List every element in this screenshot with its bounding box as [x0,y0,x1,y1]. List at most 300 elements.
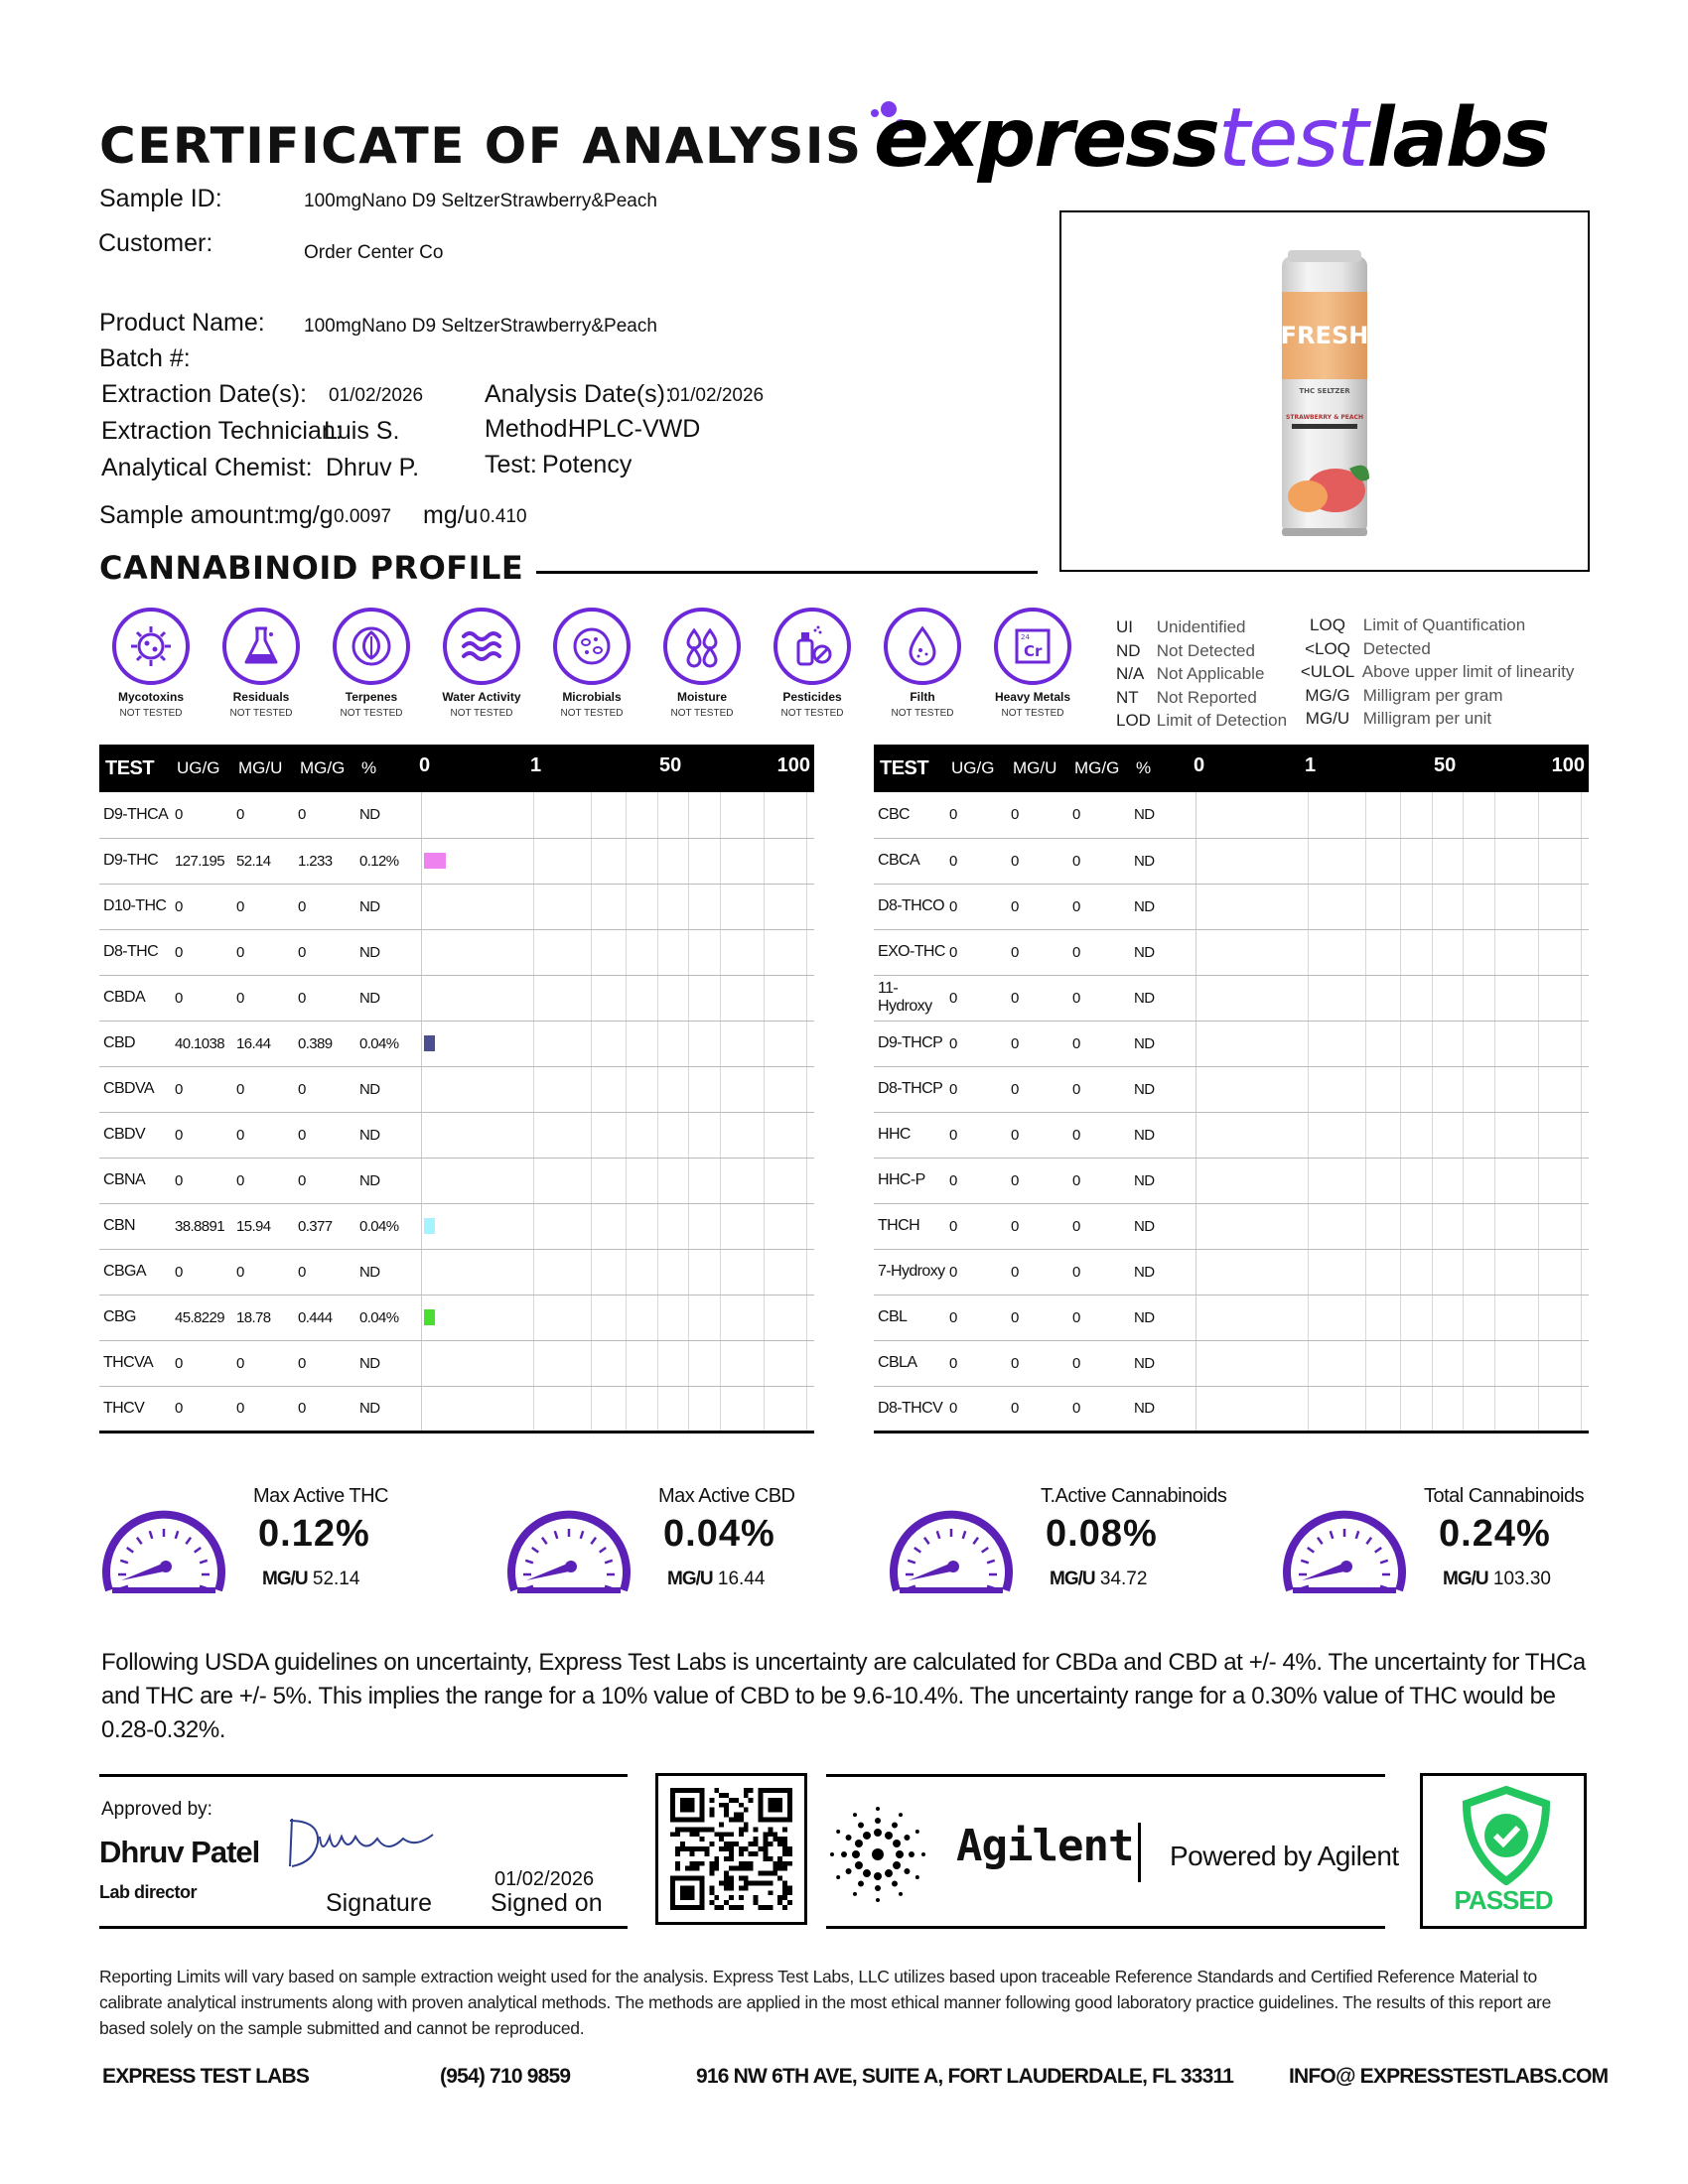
technician-label: Extraction Technician: [101,417,343,445]
cell-ugg: 0 [171,1249,232,1295]
signature-label: Signature [326,1889,433,1917]
cell-mgu: 16.44 [232,1021,294,1066]
cell-bar [1196,929,1589,975]
handwritten-signature [280,1807,479,1876]
cell-ugg: 0 [171,1112,232,1158]
cell-bar [421,975,814,1021]
cell-test: EXO-THC [874,929,945,975]
table-row [99,838,814,884]
table-row [99,1249,814,1295]
gauge-title: Max Active THC [253,1485,388,1507]
cell-mgu: 52.14 [232,838,294,884]
cell-bar [421,884,814,929]
cell-ugg: 0 [945,975,1007,1021]
test-label: Test: [485,451,537,478]
mgg-label: mg/g [278,501,334,529]
gauge-value: 0.12% [258,1513,370,1555]
cell-mgg: 0 [1068,929,1130,975]
test-moisture: Moisture NOT TESTED [646,608,758,719]
cell-bar [1196,1066,1589,1112]
cell-pct: ND [355,884,421,929]
brand-logo: expresstestlabs [874,91,1549,186]
disclaimer: Reporting Limits will vary based on sample extraction weight used for the analysis. Express Test Labs, LLC utilizes based upon traceable Reference Standards and Certified Reference Material to calibrate analytical instruments along with proven analytical methods. The methods are applied in the most ethical manner following good laboratory practice guidelines. The results of this report are based solely on the sample submitted and cannot be reproduced. [99,1967,1552,2038]
cell-test: CBDV [99,1112,171,1158]
table-row [99,1112,814,1158]
cell-bar [421,1249,814,1295]
cell-mgg: 0 [294,1066,355,1112]
cell-test: CBL [874,1295,945,1340]
table-row [99,1295,814,1340]
cell-ugg: 127.195 [171,838,232,884]
droplets-icon [678,622,726,670]
cell-bar [1196,1112,1589,1158]
cell-test: 11-Hydroxy [874,975,945,1021]
leaf-icon [348,622,395,670]
cell-pct: ND [355,1158,421,1203]
cell-ugg: 0 [945,1340,1007,1386]
customer-label: Customer: [98,229,213,257]
director-name: Dhruv Patel [99,1835,260,1869]
table-row [874,1158,1589,1203]
test-filth: Filth NOT TESTED [867,608,978,719]
cell-bar [1196,838,1589,884]
cell-mgg: 0 [294,1112,355,1158]
cell-pct: ND [1130,975,1196,1021]
gauge-dial-icon [887,1499,1026,1608]
test-water-activity: Water Activity NOT TESTED [426,608,537,719]
cell-ugg: 0 [945,1295,1007,1340]
cell-bar [421,792,814,838]
cell-pct: ND [355,1249,421,1295]
cell-pct: ND [355,792,421,838]
cell-pct: 0.04% [355,1203,421,1249]
table-row [99,1021,814,1066]
test-value: Potency [542,451,633,478]
gauge-2 [887,1485,1244,1614]
cell-mgg: 0 [294,1340,355,1386]
cell-test: THCH [874,1203,945,1249]
table-row [99,975,814,1021]
cell-test: D8-THCP [874,1066,945,1112]
cell-bar [1196,1249,1589,1295]
table-row [874,884,1589,929]
cell-mgu: 0 [232,1112,294,1158]
method-label: Method: [485,415,575,443]
agilent-top-rule [826,1774,1385,1777]
gauge-title: Total Cannabinoids [1424,1485,1585,1507]
uncertainty-note: Following USDA guidelines on uncertainty, Express Test Labs is uncertainty are calculated for CBDa and CBD at +/- 4%. The uncertainty for THCa and THC are +/- 5%. This implies the range for a 10% value of CBD to be 9.6-10.4%. The uncertainty range for a 0.30% value of THC would be 0.28-0.32%. [101,1649,1586,1743]
cell-ugg: 0 [171,975,232,1021]
can-brand: FRESH [1280,322,1369,349]
cell-ugg: 0 [945,838,1007,884]
cell-bar [421,1021,814,1066]
cell-mgu: 0 [1007,838,1068,884]
extraction-date-label: Extraction Date(s): [101,380,308,408]
cell-mgu: 15.94 [232,1203,294,1249]
gauge-mgu: MG/U 103.30 [1443,1569,1552,1589]
cell-pct: 0.12% [355,838,421,884]
can-flavor: STRAWBERRY & PEACH [1286,414,1363,421]
cell-mgg: 0.444 [294,1295,355,1340]
agilent-bottom-rule [826,1926,1385,1929]
cell-mgu: 0 [1007,1158,1068,1203]
cell-pct: ND [355,1112,421,1158]
cell-ugg: 0 [945,1112,1007,1158]
cell-pct: ND [355,929,421,975]
gauge-dial-icon [1280,1499,1419,1608]
table-row [99,1158,814,1203]
cell-test: CBD [99,1021,171,1066]
cell-mgu: 0 [232,1386,294,1432]
cell-ugg: 0 [171,1066,232,1112]
extraction-date-value: 01/02/2026 [329,385,424,406]
cell-ugg: 0 [945,1386,1007,1432]
abbreviation-legend-right: LOQ Limit of Quantification <LOQ Detected <ULOL Above upper limit of linearity MG/G Milligram per gram MG/U Milligram per unit [1300,615,1575,728]
test-mycotoxins: Mycotoxins NOT TESTED [95,608,207,719]
table-row [874,1249,1589,1295]
cell-mgu: 0 [232,975,294,1021]
cell-ugg: 0 [945,1158,1007,1203]
test-pesticides: Pesticides NOT TESTED [757,608,868,719]
cell-mgg: 0 [294,975,355,1021]
table-header: TEST UG/G MG/U MG/G % 0 1 50 100 [99,745,814,792]
cell-mgg: 0 [1068,975,1130,1021]
cell-pct: ND [1130,1158,1196,1203]
cell-mgu: 0 [232,884,294,929]
cell-ugg: 0 [171,1386,232,1432]
test-residuals: Residuals NOT TESTED [206,608,317,719]
cell-ugg: 40.1038 [171,1021,232,1066]
cell-test: THCVA [99,1340,171,1386]
cell-bar [421,929,814,975]
svg-text:Cr: Cr [1024,642,1043,660]
cell-mgu: 0 [232,1249,294,1295]
gauge-dial-icon [504,1499,643,1608]
table-row [874,838,1589,884]
cell-mgu: 0 [1007,884,1068,929]
table-row [874,1386,1589,1432]
cell-mgu: 0 [1007,929,1068,975]
cell-ugg: 0 [171,792,232,838]
table-row [874,792,1589,838]
table-row [99,884,814,929]
cell-test: THCV [99,1386,171,1432]
cell-bar [1196,884,1589,929]
cell-mgu: 0 [1007,1386,1068,1432]
cell-mgg: 0 [294,884,355,929]
gauge-value: 0.04% [663,1513,775,1555]
cell-bar [421,1158,814,1203]
test-icon-row [95,608,1088,727]
sample-id-label: Sample ID: [99,185,222,212]
cell-test: D9-THCP [874,1021,945,1066]
cell-mgg: 0 [294,1386,355,1432]
cell-mgg: 0 [1068,792,1130,838]
drop-icon [899,622,946,670]
percentage-bar [424,1218,435,1234]
cell-bar [1196,975,1589,1021]
test-heavy-metals: 24 Cr Heavy Metals NOT TESTED [977,608,1088,719]
passed-badge [1420,1773,1587,1929]
chemist-value: Dhruv P. [326,454,420,481]
agilent-separator [1138,1823,1141,1882]
cell-mgg: 0 [1068,1112,1130,1158]
cell-ugg: 0 [945,1249,1007,1295]
cell-mgu: 0 [232,929,294,975]
percentage-bar [424,853,446,869]
cell-mgg: 0 [294,929,355,975]
powered-by-agilent: Powered by Agilent [1170,1841,1399,1871]
cell-mgg: 0 [1068,1249,1130,1295]
shield-check-icon [1459,1786,1554,1885]
agilent-spark-icon [826,1805,943,1904]
analysis-date-value: 01/02/2026 [669,385,765,406]
analysis-date-label: Analysis Date(s): [485,380,672,408]
table-row [874,1066,1589,1112]
cell-pct: ND [1130,929,1196,975]
mgu-label: mg/u [423,501,479,529]
cell-ugg: 0 [171,884,232,929]
cell-mgg: 0 [1068,1021,1130,1066]
cell-test: CBDA [99,975,171,1021]
approval-top-rule [99,1774,628,1777]
cell-ugg: 0 [945,929,1007,975]
cell-bar [1196,1203,1589,1249]
cell-bar [1196,1295,1589,1340]
section-divider [536,571,1038,574]
table-row [874,1021,1589,1066]
cell-mgg: 0.389 [294,1021,355,1066]
table-row [99,792,814,838]
cell-bar [421,1203,814,1249]
cell-mgg: 0 [1068,884,1130,929]
cell-mgu: 0 [1007,792,1068,838]
cell-pct: ND [355,1340,421,1386]
cell-pct: 0.04% [355,1021,421,1066]
cell-ugg: 45.8229 [171,1295,232,1340]
cell-test: CBCA [874,838,945,884]
cell-test: CBDVA [99,1066,171,1112]
cell-test: 7-Hydroxy [874,1249,945,1295]
gauge-mgu: MG/U 16.44 [667,1569,766,1589]
cell-mgg: 1.233 [294,838,355,884]
footer-email[interactable]: INFO@ EXPRESSTESTLABS.COM [1289,2065,1609,2088]
mgg-value: 0.0097 [334,506,392,527]
table-row [99,1066,814,1112]
signed-date: 01/02/2026 [494,1868,595,1890]
cell-mgg: 0 [1068,1386,1130,1432]
cell-mgu: 0 [1007,1295,1068,1340]
product-name-label: Product Name: [99,309,265,337]
cell-ugg: 0 [945,1021,1007,1066]
cell-pct: ND [1130,792,1196,838]
footer-phone[interactable]: (954) 710 9859 [440,2065,571,2088]
cell-mgu: 0 [232,1066,294,1112]
cell-pct: ND [1130,1295,1196,1340]
table-row [874,1295,1589,1340]
cell-mgg: 0 [1068,1295,1130,1340]
footer-address: 916 NW 6TH AVE, SUITE A, FORT LAUDERDALE, FL 33311 [696,2065,1234,2088]
cell-pct: ND [1130,1112,1196,1158]
chemist-label: Analytical Chemist: [101,454,313,481]
batch-label: Batch #: [99,344,191,372]
document-title: CERTIFICATE OF ANALYSIS [99,117,863,175]
cell-bar [1196,1386,1589,1432]
cell-ugg: 0 [945,1066,1007,1112]
cell-mgg: 0 [1068,1340,1130,1386]
abbreviation-legend-left: UI Unidentified ND Not Detected N/A Not Applicable NT Not Reported LOD Limit of Detection [1116,617,1288,730]
cell-pct: 0.04% [355,1295,421,1340]
cell-mgu: 0 [232,1340,294,1386]
cell-ugg: 0 [945,884,1007,929]
cell-bar [421,1386,814,1432]
cell-mgu: 0 [1007,975,1068,1021]
cell-pct: ND [1130,1021,1196,1066]
sample-id-value: 100mgNano D9 SeltzerStrawberry&Peach [304,191,657,211]
director-title: Lab director [99,1882,198,1902]
cell-mgu: 0 [1007,1249,1068,1295]
sample-amount-label: Sample amount: [99,501,281,529]
cell-mgu: 0 [1007,1021,1068,1066]
agilent-logo-text: Agilent [956,1821,1134,1871]
table-row [99,1386,814,1432]
table-row [99,1203,814,1249]
gauge-title: Max Active CBD [658,1485,795,1507]
gauge-0 [99,1485,457,1614]
cell-bar [421,1066,814,1112]
cell-mgu: 0 [1007,1066,1068,1112]
cell-test: CBNA [99,1158,171,1203]
cell-ugg: 38.8891 [171,1203,232,1249]
cell-test: CBLA [874,1340,945,1386]
cell-mgg: 0 [294,792,355,838]
table-row [874,1203,1589,1249]
cell-ugg: 0 [171,1158,232,1203]
cell-mgu: 0 [232,792,294,838]
cell-mgg: 0 [1068,838,1130,884]
cell-mgg: 0.377 [294,1203,355,1249]
cannabinoid-table-right [874,745,1589,1433]
cell-pct: ND [355,1066,421,1112]
percentage-bar [424,1309,435,1325]
seltzer-can-image [1061,212,1588,570]
table-row [874,1112,1589,1158]
test-microbials: Microbials NOT TESTED [536,608,647,719]
cell-pct: ND [1130,884,1196,929]
cell-test: D8-THCO [874,884,945,929]
customer-value: Order Center Co [304,242,444,263]
gauge-3 [1280,1485,1637,1614]
cell-pct: ND [355,975,421,1021]
gauge-value: 0.24% [1439,1513,1551,1555]
cell-bar [421,1340,814,1386]
cell-bar [1196,1340,1589,1386]
gauge-1 [504,1485,862,1614]
can-type: THC SELTZER [1299,387,1350,395]
cell-test: CBN [99,1203,171,1249]
cell-test: D8-THCV [874,1386,945,1432]
chromium-icon [1009,622,1056,670]
cell-ugg: 0 [171,1340,232,1386]
cell-test: CBG [99,1295,171,1340]
gauge-mgu: MG/U 52.14 [262,1569,360,1589]
cell-mgg: 0 [1068,1066,1130,1112]
cell-mgg: 0 [1068,1203,1130,1249]
cell-mgu: 0 [1007,1340,1068,1386]
qr-code-icon [670,1788,792,1910]
product-photo [1059,210,1590,572]
table-header: TEST UG/G MG/U MG/G % 0 1 50 100 [874,745,1589,792]
cell-mgu: 0 [1007,1112,1068,1158]
flask-icon [237,622,285,670]
qr-code[interactable] [655,1773,807,1925]
cell-test: D8-THC [99,929,171,975]
cell-test: CBGA [99,1249,171,1295]
table-row [99,1340,814,1386]
spray-icon [788,622,836,670]
passed-label: PASSED [1454,1885,1553,1915]
cell-ugg: 0 [945,1203,1007,1249]
cell-pct: ND [355,1386,421,1432]
cell-mgg: 0 [1068,1158,1130,1203]
table-row [874,929,1589,975]
approval-bottom-rule [99,1926,628,1929]
cell-test: HHC-P [874,1158,945,1203]
svg-text:24: 24 [1021,633,1030,641]
cannabinoid-table-left [99,745,814,1433]
cell-pct: ND [1130,1386,1196,1432]
gauge-value: 0.08% [1046,1513,1158,1555]
cell-test: D9-THC [99,838,171,884]
cell-bar [1196,1158,1589,1203]
product-name-value: 100mgNano D9 SeltzerStrawberry&Peach [304,316,657,337]
cell-mgg: 0 [294,1249,355,1295]
table-row [99,929,814,975]
signed-on-label: Signed on [491,1889,603,1917]
cell-test: D9-THCA [99,792,171,838]
gauge-title: T.Active Cannabinoids [1041,1485,1227,1507]
cell-test: CBC [874,792,945,838]
method-value: HPLC-VWD [568,415,701,443]
cell-bar [1196,792,1589,838]
cell-test: HHC [874,1112,945,1158]
cell-bar [421,1112,814,1158]
cell-test: D10-THC [99,884,171,929]
cannabinoid-profile-title: CANNABINOID PROFILE [99,549,524,587]
mgu-value: 0.410 [480,506,527,527]
cell-ugg: 0 [171,929,232,975]
footer-company: EXPRESS TEST LABS [102,2065,310,2088]
cell-pct: ND [1130,1340,1196,1386]
table-row [874,975,1589,1021]
cell-bar [421,838,814,884]
cell-pct: ND [1130,1249,1196,1295]
test-terpenes: Terpenes NOT TESTED [316,608,427,719]
waves-icon [458,622,505,670]
cell-bar [421,1295,814,1340]
cell-pct: ND [1130,1066,1196,1112]
approved-by-label: Approved by: [101,1799,212,1820]
gauge-dial-icon [99,1499,238,1608]
cell-mgu: 0 [1007,1203,1068,1249]
gauge-mgu: MG/U 34.72 [1050,1569,1148,1589]
cell-ugg: 0 [945,792,1007,838]
cell-mgu: 0 [232,1158,294,1203]
mycotoxins-icon [127,622,175,670]
cell-pct: ND [1130,838,1196,884]
cell-pct: ND [1130,1203,1196,1249]
cell-mgg: 0 [294,1158,355,1203]
